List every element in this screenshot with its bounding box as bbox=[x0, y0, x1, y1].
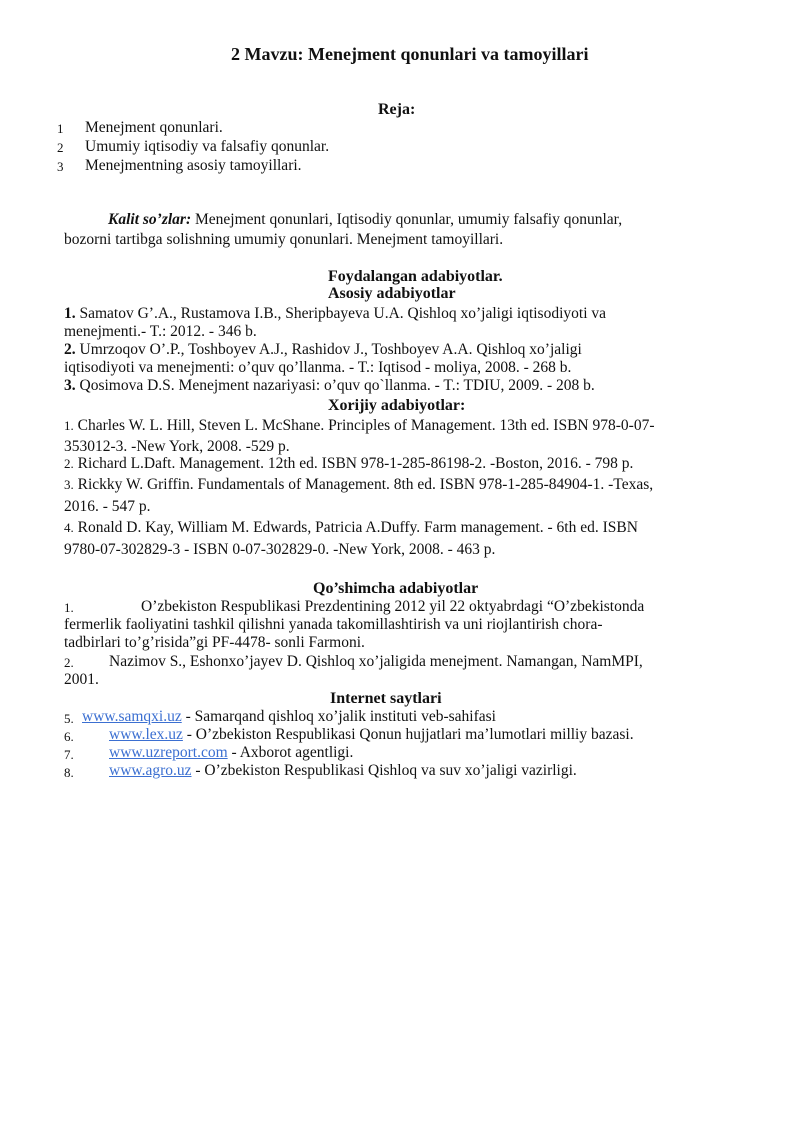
site-link[interactable]: www.uzreport.com bbox=[109, 744, 228, 761]
keywords-label: Kalit so’zlar: bbox=[108, 211, 192, 228]
extra-ref-1-line-1: O’zbekiston Respublikasi Prezdentining 2012 yil 22 oktyabrdagi “O’zbekistonda bbox=[141, 598, 645, 615]
extra-ref-1-line-3: tadbirlari to’g’risida”gi PF-4478- sonli Farmoni. bbox=[64, 634, 365, 651]
foreign-literature-heading: Xorijiy adabiyotlar: bbox=[328, 397, 466, 414]
site-row bbox=[82, 708, 496, 726]
extra-literature-heading: Qo’shimcha adabiyotlar bbox=[313, 580, 479, 597]
site-description: - O’zbekiston Respublikasi Qishloq va suv xo’jaligi vazirligi. bbox=[191, 762, 577, 779]
main-ref-number: 2. bbox=[64, 341, 76, 358]
reja-item-number: 1 bbox=[57, 121, 64, 136]
main-ref-number: 3. bbox=[64, 377, 76, 394]
site-description: - Samarqand qishloq xo’jalik instituti veb-sahifasi bbox=[181, 708, 496, 725]
foreign-ref-text: Rickky W. Griffin. Fundamentals of Management. 8th ed. ISBN 978-1-285-84904-1. -Texas, bbox=[77, 476, 654, 493]
keywords-line-2: bozorni tartibga solishning umumiy qonunlari. Menejment tamoyillari. bbox=[64, 231, 504, 248]
site-number: 6. bbox=[64, 729, 74, 744]
site-number: 5. bbox=[64, 711, 74, 726]
site-number: 8. bbox=[64, 765, 74, 780]
site-description: - Axborot agentligi. bbox=[227, 744, 354, 761]
foreign-ref-number: 1. bbox=[64, 418, 74, 433]
foreign-ref-1-line-2: 353012-3. -New York, 2008. -529 p. bbox=[64, 438, 290, 455]
page-title: 2 Mavzu: Menejment qonunlari va tamoyillari bbox=[231, 44, 589, 64]
reja-item-text: Menejmentning asosiy tamoyillari. bbox=[85, 157, 302, 174]
site-link[interactable]: www.agro.uz bbox=[109, 762, 192, 779]
main-ref-1-line-2: menejmenti.- T.: 2012. - 346 b. bbox=[64, 323, 257, 340]
foreign-ref-number: 2. bbox=[64, 456, 74, 471]
reja-heading: Reja: bbox=[378, 101, 416, 118]
foreign-ref-4-line-1 bbox=[64, 519, 638, 537]
reja-item-number: 3 bbox=[57, 159, 64, 174]
main-ref-text: Samatov G’.A., Rustamova I.B., Sheripbayeva U.A. Qishloq xo’jaligi iqtisodiyoti va bbox=[79, 305, 607, 322]
foreign-ref-text: Richard L.Daft. Management. 12th ed. ISBN 978-1-285-86198-2. -Boston, 2016. - 798 p. bbox=[77, 455, 634, 472]
reja-item-text: Umumiy iqtisodiy va falsafiy qonunlar. bbox=[85, 138, 330, 155]
keywords-line-1 bbox=[108, 211, 622, 229]
reja-item-text: Menejment qonunlari. bbox=[85, 119, 223, 136]
site-description: - O’zbekiston Respublikasi Qonun hujjatlari ma’lumotlari milliy bazasi. bbox=[182, 726, 634, 743]
site-link[interactable]: www.samqxi.uz bbox=[82, 708, 182, 725]
foreign-ref-text: Ronald D. Kay, William M. Edwards, Patricia A.Duffy. Farm management. - 6th ed. ISBN bbox=[77, 519, 638, 536]
extra-ref-number: 1. bbox=[64, 600, 74, 615]
main-ref-1-line-1 bbox=[64, 305, 738, 323]
main-ref-text: Qosimova D.S. Menejment nazariyasi: o’quv qo`llanma. - T.: TDIU, 2009. - 208 b. bbox=[79, 377, 595, 394]
foreign-ref-text: Charles W. L. Hill, Steven L. McShane. Principles of Management. 13th ed. ISBN 978-0-07- bbox=[77, 417, 655, 434]
main-ref-2-line-1 bbox=[64, 341, 582, 359]
keywords-text: Menejment qonunlari, Iqtisodiy qonunlar, umumiy falsafiy qonunlar, bbox=[191, 211, 623, 228]
extra-ref-number: 2. bbox=[64, 655, 74, 670]
site-number: 7. bbox=[64, 747, 74, 762]
literature-heading: Foydalangan adabiyotlar. bbox=[328, 268, 503, 285]
internet-sites-heading: Internet saytlari bbox=[330, 690, 442, 707]
extra-ref-2-line-1: Nazimov S., Eshonxo’jayev D. Qishloq xo’jaligida menejment. Namangan, NamMPI, bbox=[109, 653, 643, 670]
site-row bbox=[109, 726, 634, 744]
foreign-ref-3-line-1 bbox=[64, 476, 653, 494]
foreign-ref-3-line-2: 2016. - 547 p. bbox=[64, 498, 151, 515]
foreign-ref-4-line-2: 9780-07-302829-3 - ISBN 0-07-302829-0. -New York, 2008. - 463 p. bbox=[64, 541, 496, 558]
site-link[interactable]: www.lex.uz bbox=[109, 726, 183, 743]
foreign-ref-number: 3. bbox=[64, 477, 74, 492]
foreign-ref-number: 4. bbox=[64, 520, 74, 535]
main-literature-heading: Asosiy adabiyotlar bbox=[328, 285, 456, 302]
extra-ref-2-line-2: 2001. bbox=[64, 671, 99, 688]
main-ref-2-line-2: iqtisodiyoti va menejmenti: o’quv qo’llanma. - T.: Iqtisod - moliya, 2008. - 268 b. bbox=[64, 359, 572, 376]
extra-ref-1-line-2: fermerlik faoliyatini tashkil qilishni yanada takomillashtirish va uni riojlantirish chora- bbox=[64, 616, 603, 633]
site-row bbox=[109, 762, 577, 780]
foreign-ref-2-line-1 bbox=[64, 455, 633, 473]
reja-item-number: 2 bbox=[57, 140, 64, 155]
main-ref-number: 1. bbox=[64, 305, 76, 322]
main-ref-text: Umrzoqov O’.P., Toshboyev A.J., Rashidov J., Toshboyev A.A. Qishloq xo’jaligi bbox=[79, 341, 582, 358]
main-ref-3-line-1 bbox=[64, 377, 595, 395]
foreign-ref-1-line-1 bbox=[64, 417, 654, 435]
site-row bbox=[109, 744, 353, 762]
